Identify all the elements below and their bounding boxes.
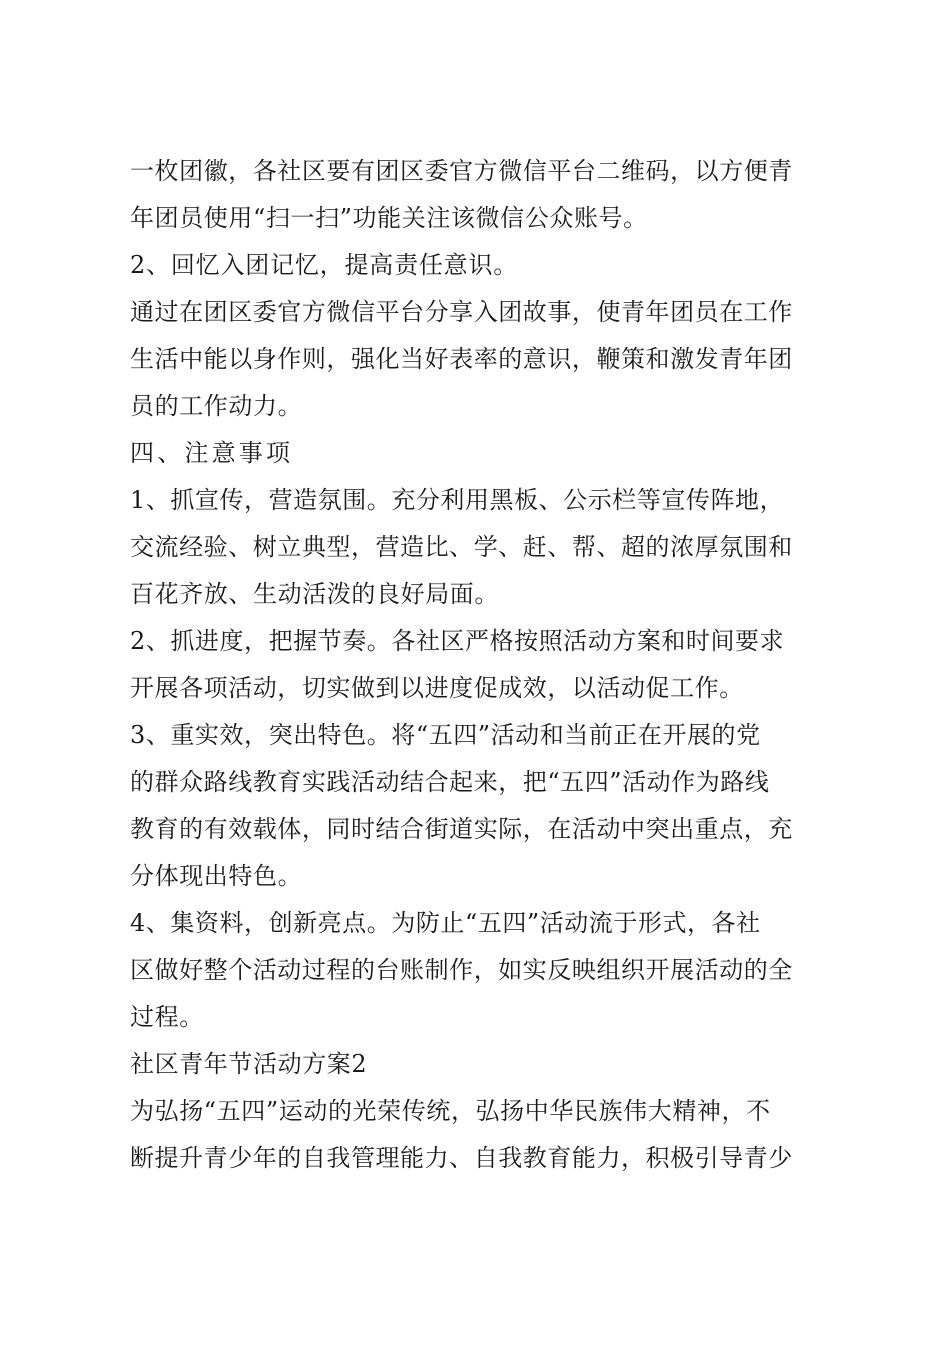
text-line: 开展各项活动，切实做到以进度促成效，以活动促工作。 (130, 674, 744, 702)
text-line: 一枚团徽，各社区要有团区委官方微信平台二维码，以方便青 (130, 157, 793, 185)
list-item: 2、抓进度，把握节奏。各社区严格按照活动方案和时间要求 (130, 627, 785, 655)
list-item: 3、重实效，突出特色。将“五四”活动和当前正在开展的党 (130, 721, 761, 749)
text-line: 断提升青少年的自我管理能力、自我教育能力，积极引导青少 (130, 1144, 793, 1172)
text-line: 员的工作动力。 (130, 392, 303, 420)
text-line: 通过在团区委官方微信平台分享入团故事，使青年团员在工作 (130, 298, 793, 326)
text-line: 教育的有效载体，同时结合街道实际，在活动中突出重点，充 (130, 815, 793, 843)
list-item: 4、集资料，创新亮点。为防止“五四”活动流于形式，各社 (130, 909, 761, 937)
list-item-heading: 2、回忆入团记忆，提高责任意识。 (130, 251, 519, 279)
document-body (130, 148, 830, 1182)
text-line: 生活中能以身作则，强化当好表率的意识，鞭策和激发青年团 (130, 345, 793, 373)
text-line: 分体现出特色。 (130, 862, 303, 890)
text-line: 交流经验、树立典型，营造比、学、赶、帮、超的浓厚氛围和 (130, 533, 793, 561)
document-title: 社区青年节活动方案2 (130, 1050, 368, 1078)
text-line: 年团员使用“扫一扫”功能关注该微信公众账号。 (130, 204, 648, 232)
text-line: 百花齐放、生动活泼的良好局面。 (130, 580, 499, 608)
text-line: 区做好整个活动过程的台账制作，如实反映组织开展活动的全 (130, 956, 793, 984)
section-heading: 四、注意事项 (130, 439, 294, 467)
text-line: 过程。 (130, 1003, 204, 1031)
text-line: 的群众路线教育实践活动结合起来，把“五四”活动作为路线 (130, 768, 770, 796)
list-item: 1、抓宣传，营造氛围。充分利用黑板、公示栏等宣传阵地， (130, 486, 785, 514)
text-line: 为弘扬“五四”运动的光荣传统，弘扬中华民族伟大精神，不 (130, 1097, 771, 1125)
